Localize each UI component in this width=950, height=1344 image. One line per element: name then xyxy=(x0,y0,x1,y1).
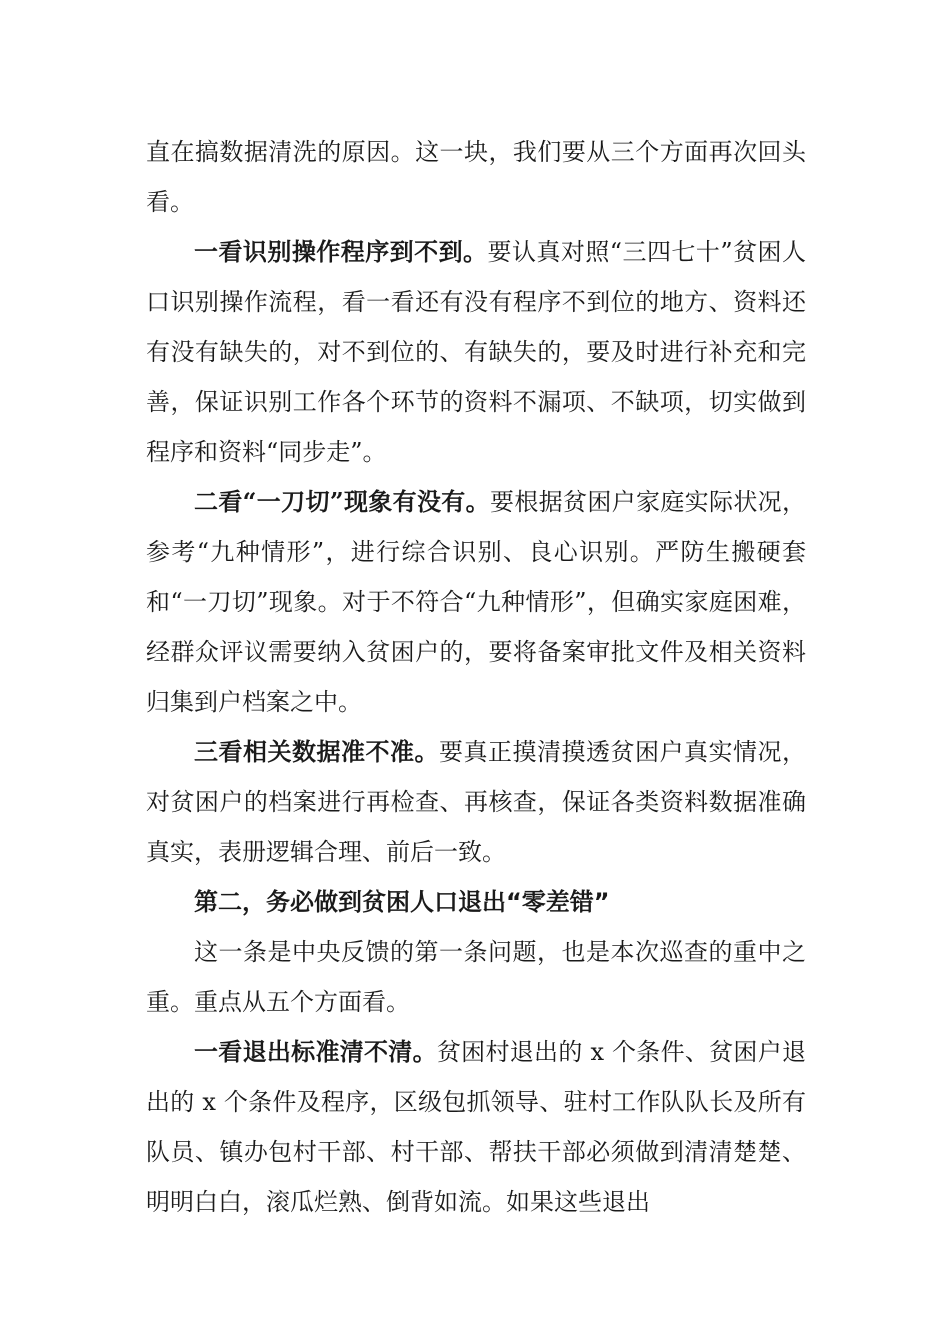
paragraph-lead: 一看识别操作程序到不到。 xyxy=(194,237,488,266)
paragraph-section-intro xyxy=(146,927,806,1027)
paragraph-one-size-fits-all xyxy=(146,477,806,727)
paragraph-text: 贫困村退出的 x 个条件、贫困户退出的 x 个条件及程序，区级包抓领导、驻村工作队队长及所有队员、镇办包村干部、村干部、帮扶干部必须做到清清楚楚、明明白白，滚瓜烂熟、倒背如流。如果这些退出 xyxy=(146,1038,807,1216)
document-body xyxy=(146,127,806,1227)
paragraph-text: 这一条是中央反馈的第一条问题，也是本次巡查的重中之重。重点从五个方面看。 xyxy=(146,938,806,1016)
paragraph-identification-procedure xyxy=(146,227,806,477)
paragraph-text: 要真正摸清摸透贫困户真实情况，对贫困户的档案进行再检查、再核查，保证各类资料数据准确真实，表册逻辑合理、前后一致。 xyxy=(146,738,806,866)
paragraph-lead: 一看退出标准清不清。 xyxy=(194,1037,437,1066)
paragraph-lead: 三看相关数据准不准。 xyxy=(194,737,439,766)
paragraph-exit-standards xyxy=(146,1027,806,1227)
paragraph-continuation xyxy=(146,127,806,227)
paragraph-data-accuracy xyxy=(146,727,806,877)
paragraph-text: 直在搞数据清洗的原因。这一块，我们要从三个方面再次回头看。 xyxy=(146,138,806,216)
paragraph-text: 要认真对照“三四七十”贫困人口识别操作流程，看一看还有没有程序不到位的地方、资料还有没有缺失的，对不到位的、有缺失的，要及时进行补充和完善，保证识别工作各个环节的资料不漏项、不缺项，切实做到程序和资料“同步走”。 xyxy=(146,238,806,466)
paragraph-text: 要根据贫困户家庭实际状况，参考“九种情形”，进行综合识别、良心识别。严防生搬硬套和“一刀切”现象。对于不符合“九种情形”，但确实家庭困难，经群众评议需要纳入贫困户的，要将备案审批文件及相关资料归集到户档案之中。 xyxy=(146,488,807,716)
section-heading: 第二，务必做到贫困人口退出“零差错” xyxy=(194,888,610,916)
paragraph-lead: 二看“一刀切”现象有没有。 xyxy=(194,487,490,516)
